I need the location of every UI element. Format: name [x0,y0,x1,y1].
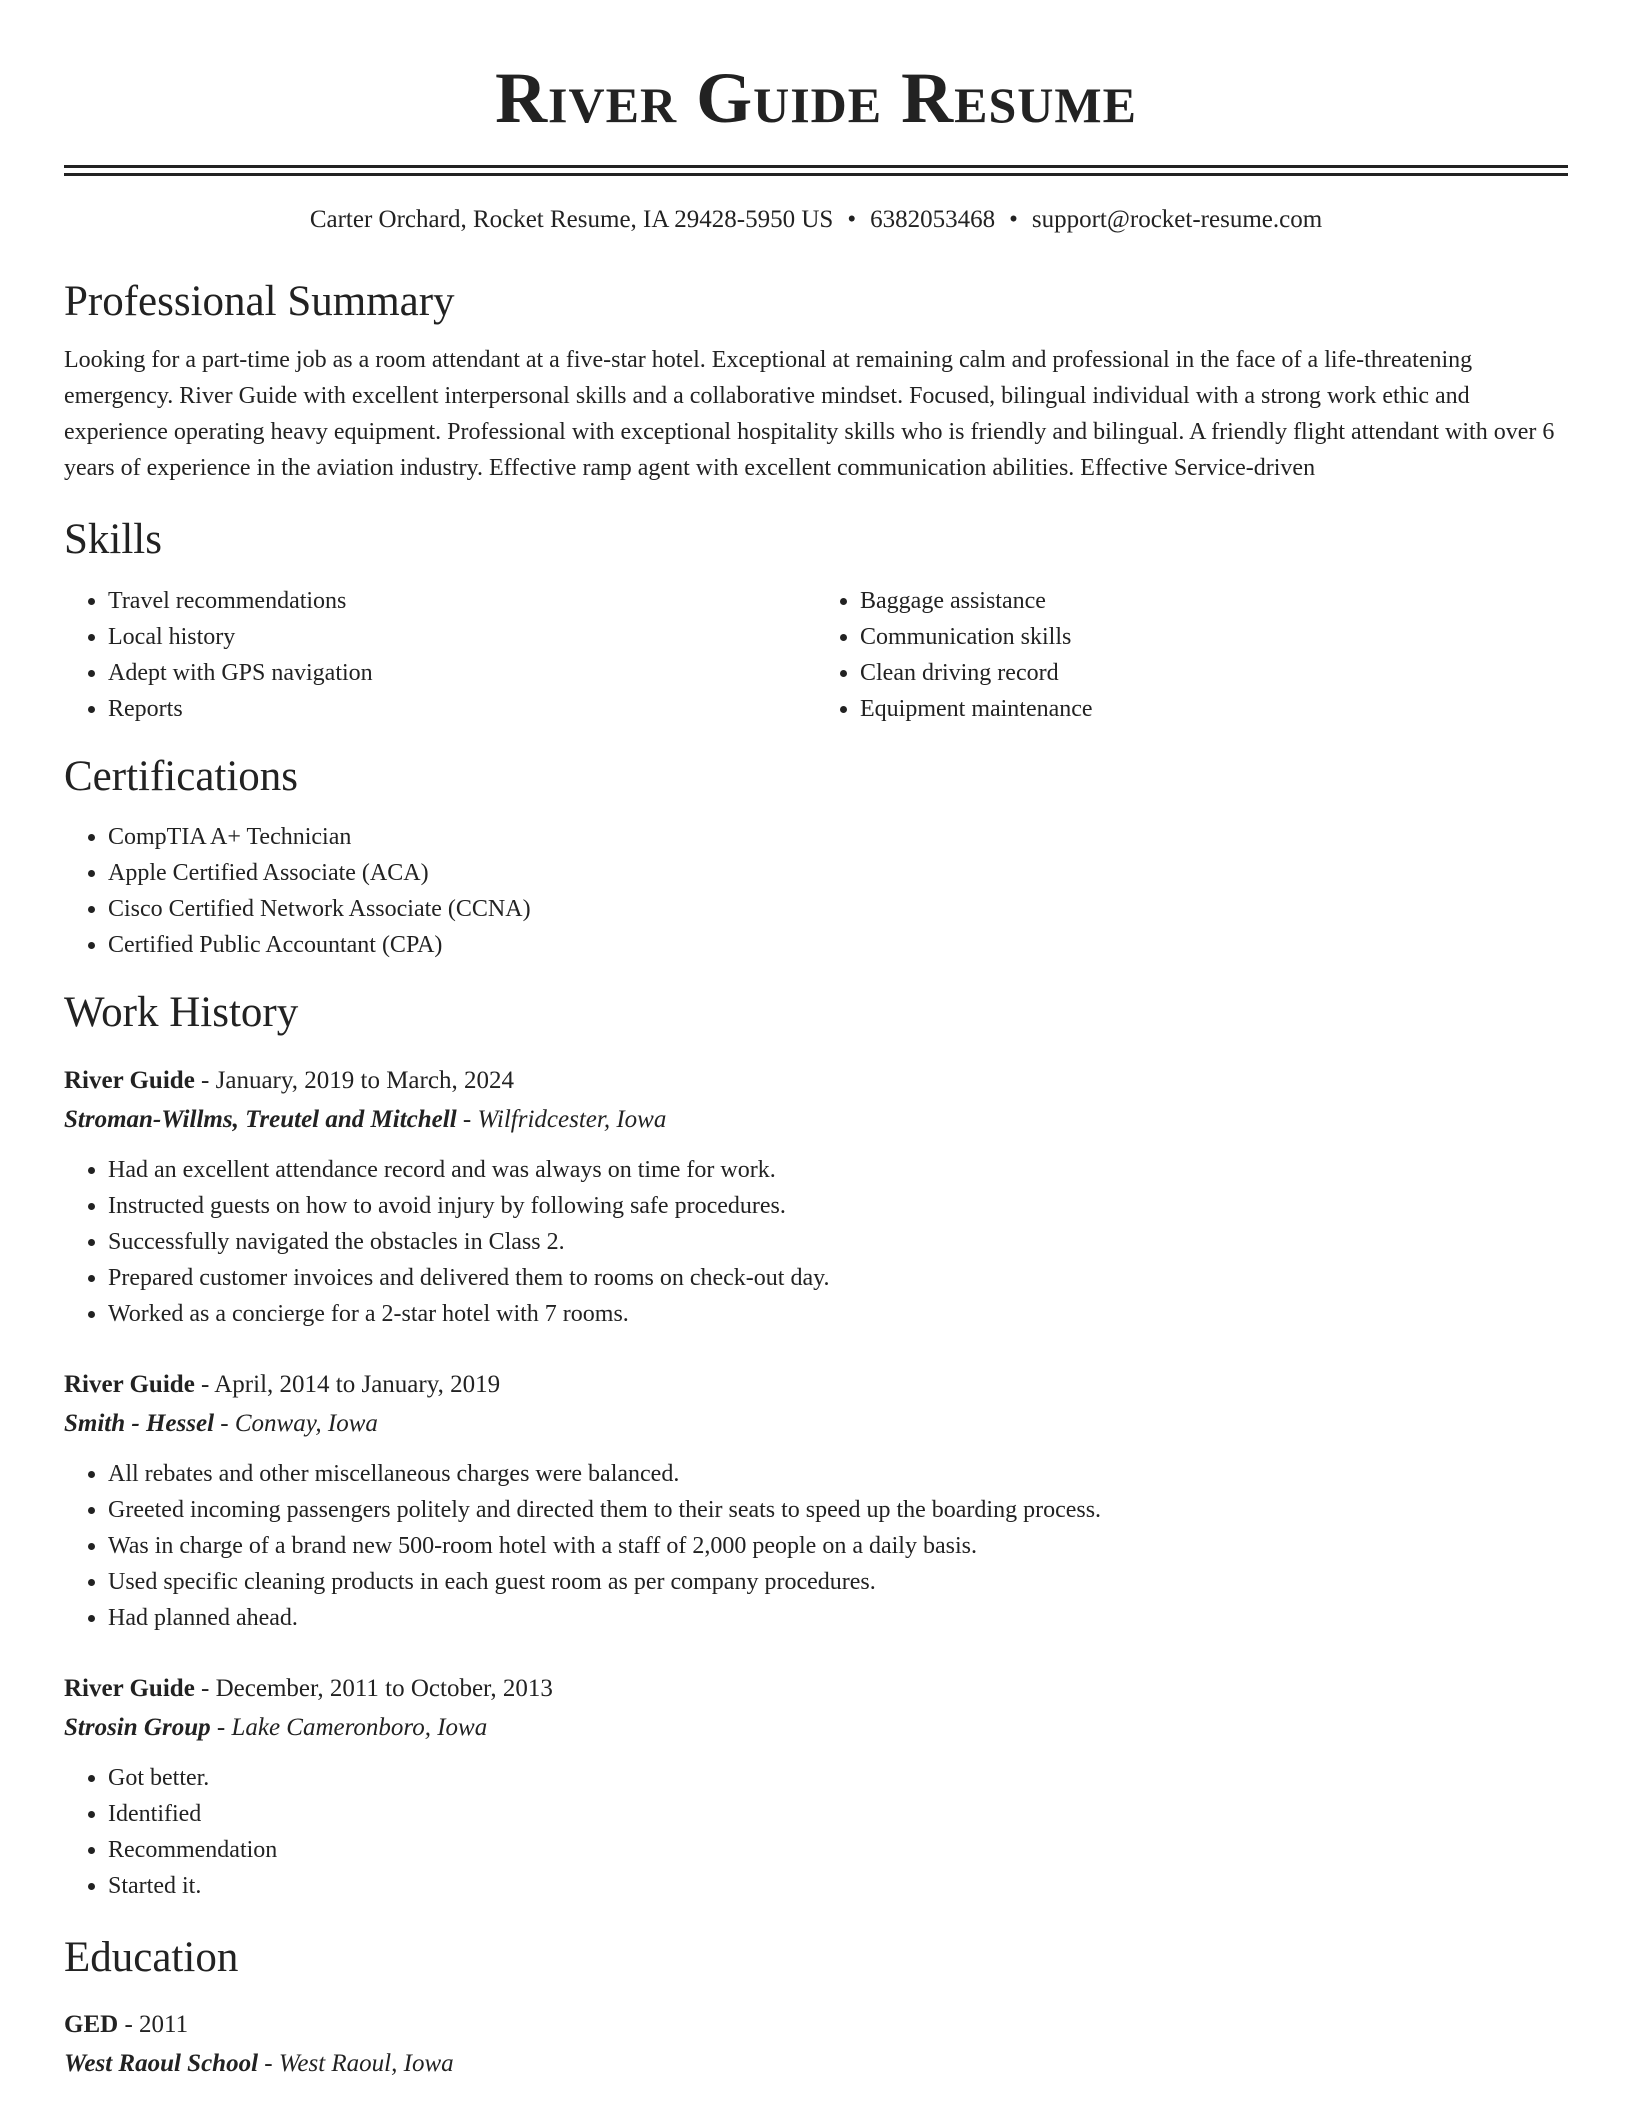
job-employer: Strosin Group [64,1714,211,1742]
skills-list-right [816,583,1568,727]
duty-item: • All rebates and other miscellaneous charges were balanced. [108,1456,1568,1492]
contact-phone: 6382053468 [870,206,996,233]
work-history-heading: Work History [64,988,299,1036]
contact-separator: • [847,206,857,233]
skill-item: • Clean driving record [860,655,1568,691]
skill-item: • Adept with GPS navigation [108,655,816,691]
summary-section [64,276,1568,486]
certifications-section [64,751,1568,963]
duty-item: • Started it. [108,1868,1568,1904]
duty-item: • Recommendation [108,1832,1568,1868]
contact-separator: • [1009,206,1018,233]
skills-list-left [64,583,816,727]
education-section [64,1932,1568,2084]
education-entry [64,2006,1568,2084]
job-title-line: River Guide - December, 2011 to October, 2013 [64,1675,553,1703]
duty-item: • Successfully navigated the obstacles in Class 2. [108,1224,1568,1260]
duty-item: • Identified [108,1796,1568,1832]
duty-item: • Prepared customer invoices and delivered them to rooms on check-out day. [108,1260,1568,1296]
job-employer: Smith - Hessel [64,1410,215,1438]
skill-item: • Local history [108,619,816,655]
skill-item: • Reports [108,691,816,727]
job-title-line: River Guide - January, 2019 to March, 2024 [64,1067,514,1095]
certification-item: • Certified Public Accountant (CPA) [108,927,1568,963]
duty-item: • Had an excellent attendance record and was always on time for work. [108,1152,1568,1188]
job-employer-line: Smith - Hessel - Conway, Iowa [64,1410,378,1438]
education-year: 2011 [139,2010,189,2038]
skills-section [64,514,1568,728]
skill-item: • Equipment maintenance [860,691,1568,727]
job-title: River Guide [64,1371,195,1399]
job-duties [64,1152,1568,1332]
job-employer-line: Strosin Group - Lake Cameronboro, Iowa [64,1714,488,1742]
job-entry [64,1670,1568,1904]
certification-item: • CompTIA A+ Technician [108,819,1568,855]
job-duties [64,1456,1568,1636]
skill-item: • Baggage assistance [860,583,1568,619]
summary-heading: Professional Summary [64,278,455,325]
contact-email: support@rocket-resume.com [1031,206,1323,233]
duty-item: • Instructed guests on how to avoid injury by following safe procedures. [108,1188,1568,1224]
job-location: Wilfridcester, Iowa [477,1106,667,1134]
job-title: River Guide [64,1675,195,1703]
job-dates: December, 2011 to October, 2013 [215,1675,553,1703]
certifications-heading: Certifications [64,753,299,801]
job-dates: January, 2019 to March, 2024 [215,1067,514,1095]
work-history-section [64,987,1568,1905]
duty-item: • Worked as a concierge for a 2-star hotel with 7 rooms. [108,1296,1568,1332]
duty-item: • Got better. [108,1760,1568,1796]
duty-item: • Had planned ahead. [108,1600,1568,1636]
job-title-line: River Guide - April, 2014 to January, 2019 [64,1371,501,1399]
education-degree: GED [64,2010,119,2038]
job-entry [64,1062,1568,1332]
contact-address: Carter Orchard, Rocket Resume, IA 29428-5950 US [309,206,834,233]
certification-item: • Cisco Certified Network Associate (CCNA) [108,891,1568,927]
job-title: River Guide [64,1067,195,1095]
contact-line [64,206,1568,234]
education-location: West Raoul, Iowa [278,2049,454,2077]
certifications-list [64,819,1568,963]
skills-columns [64,583,1568,727]
skill-item: • Communication skills [860,619,1568,655]
duty-item: • Greeted incoming passengers politely and directed them to their seats to speed up the boarding process. [108,1492,1568,1528]
resume-title: River Guide Resume [495,58,1137,138]
education-heading: Education [64,1934,239,1982]
duty-item: • Used specific cleaning products in each guest room as per company procedures. [108,1564,1568,1600]
job-location: Lake Cameronboro, Iowa [231,1714,488,1742]
education-school-line: West Raoul School - West Raoul, Iowa [64,2049,454,2077]
job-entry [64,1366,1568,1636]
education-school: West Raoul School [64,2049,259,2077]
job-employer-line: Stroman-Willms, Treutel and Mitchell - Wilfridcester, Iowa [64,1106,667,1134]
education-degree-line: GED - 2011 [64,2010,189,2038]
job-location: Conway, Iowa [234,1410,378,1438]
title-divider [64,165,1568,176]
skill-item: • Travel recommendations [108,583,816,619]
skills-heading: Skills [64,515,162,563]
job-dates: April, 2014 to January, 2019 [214,1371,501,1399]
job-duties [64,1760,1568,1904]
job-employer: Stroman-Willms, Treutel and Mitchell [64,1106,457,1134]
certification-item: • Apple Certified Associate (ACA) [108,855,1568,891]
duty-item: • Was in charge of a brand new 500-room hotel with a staff of 2,000 people on a daily basis. [108,1528,1568,1564]
summary-text: Looking for a part-time job as a room attendant at a five-star hotel. Exceptional at remaining calm and professional in the face of a life-threatening emergency. River Guide with excellent interpersonal skills and a collaborative mindset. Focused, bilingual individual with a strong work ethic and experience operating heavy equipment. Professional with exceptional hospitality skills who is friendly and bilingual. A friendly flight attendant with over 6 years of experience in the aviation industry. Effective ramp agent with excellent communication abilities. Effective Service-driven [64,346,1555,481]
